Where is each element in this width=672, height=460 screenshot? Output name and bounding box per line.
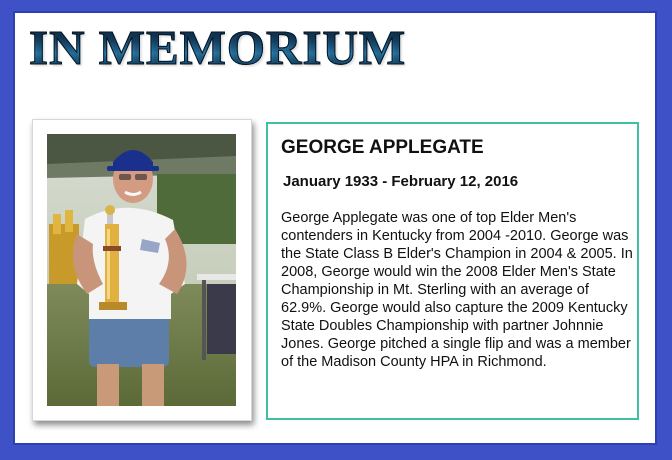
photo-frame <box>32 119 252 421</box>
portrait-photo <box>47 134 236 406</box>
person-name: GEORGE APPLEGATE <box>281 137 484 158</box>
page-title: IN MEMORIUM <box>29 20 407 75</box>
biography-text: George Applegate was one of top Elder Men's contenders in Kentucky from 2004 -2010. George was the State Class B Elder's Champion in 2004 & 2005. In 2008, George would win the 2008 Elder Men's State Championship in Mt. Sterling with an average of 62.9%. George would also capture the 2009 Kentucky State Doubles Championship with partner Johnnie Jones. George pitched a single flip and was a member of the Madison County HPA in Richmond. <box>281 210 633 370</box>
obituary-panel <box>266 122 639 420</box>
life-dates: January 1933 - February 12, 2016 <box>283 173 519 190</box>
memorial-card <box>13 11 657 445</box>
